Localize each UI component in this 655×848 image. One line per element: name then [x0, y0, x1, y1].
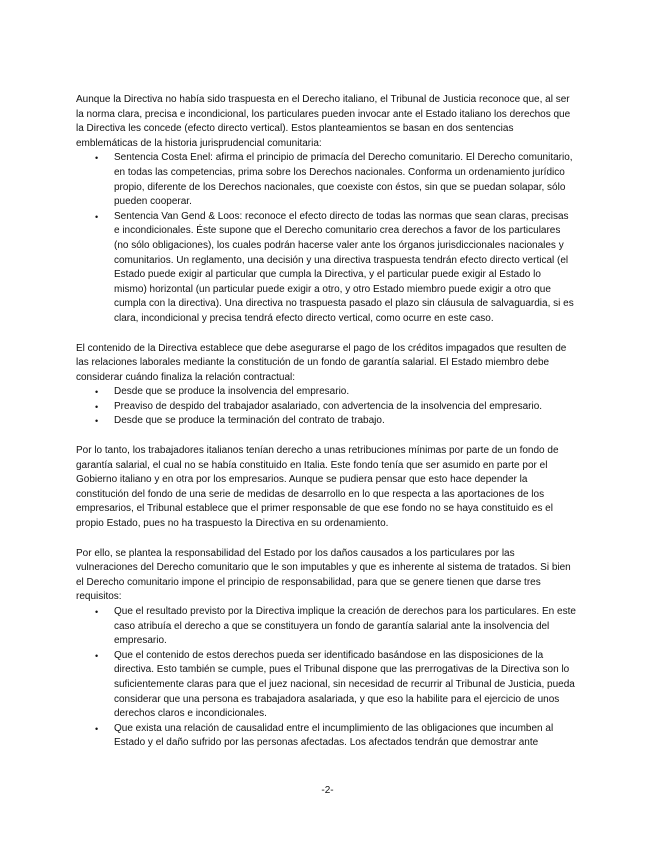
- list-item: [76, 151, 576, 209]
- bullet-list-4: [76, 605, 576, 751]
- paragraph-gap: [76, 532, 576, 547]
- list-item-text: Que el contenido de estos derechos pueda ser identificado basándose en las disposiciones de la directiva. Esto también se cumple, pues el Tribunal dispone que las prerrogativas de la Directiva son lo suficientemente claras para que el juez nacional, sin necesidad de recurrir al Tribunal de Justicia, pueda considerar que una persona es trabajadora asalariada, y que eso la habilite para el ejercicio de unos derechos claros e incondicionales.: [114, 649, 575, 720]
- paragraph-3: Por lo tanto, los trabajadores italianos tenían derecho a unas retribuciones mínimas por parte de un fondo de garantía salarial, el cual no se había constituido en Italia. Este fondo tenía que ser asumido en parte por el Gobierno italiano y en otra por los empresarios. Aunque se pudiera pensar que esto hace depender la constitución del fondo de una serie de medidas de desarrollo en lo que respecta a las aportaciones de los empresarios, el Tribunal establece que el primer responsable de que ese fondo no se haya constituido es el propio Estado, pues no ha traspuesto la Directiva en su ordenamiento.: [76, 445, 559, 530]
- paragraph-2: El contenido de la Directiva establece que debe asegurarse el pago de los créditos impagados que resulten de las relaciones laborales mediante la constitución de un fondo de garantía salarial. El Estado miembro debe considerar cuándo finaliza la relación contractual:: [76, 342, 567, 383]
- list-item: [76, 210, 576, 327]
- bullet-icon: •: [95, 723, 99, 734]
- bullet-icon: •: [95, 211, 99, 222]
- list-item-text: Desde que se produce la insolvencia del empresario.: [114, 386, 350, 398]
- list-item: [76, 414, 576, 429]
- list-item: [76, 605, 576, 649]
- list-item-text: Sentencia Costa Enel: afirma el principio de primacía del Derecho comunitario. El Derecho comunitario, en todas las competencias, prima sobre los Derechos nacionales. Conforma un ordenamiento jurídico propio, diferente de los Derechos nacionales, que coexiste con éstos, sin que se puedan solapar, sólo pueden cooperar.: [114, 152, 573, 208]
- list-item-text: Que el resultado previsto por la Directiva implique la creación de derechos para los particulares. En este caso atribuía el derecho a que se constituyera un fondo de garantía salarial ante la insolvencia del empresario.: [114, 606, 576, 647]
- list-item: [76, 385, 576, 400]
- bullet-icon: •: [95, 607, 99, 617]
- bullet-icon: •: [95, 416, 99, 427]
- list-item: [76, 649, 576, 722]
- paragraph-gap: [76, 327, 576, 342]
- page-number: -2-: [321, 785, 334, 796]
- document-body: [76, 93, 576, 751]
- bullet-icon: •: [95, 650, 99, 661]
- bullet-icon: •: [95, 153, 99, 164]
- list-item-text: Que exista una relación de causalidad entre el incumplimiento de las obligaciones que incumben al Estado y el daño sufrido por las personas afectadas. Los afectados tendrán que demostrar ante: [114, 722, 554, 749]
- list-item: [76, 400, 576, 415]
- paragraph-gap: [76, 429, 576, 444]
- list-item-text: Desde que se produce la terminación del contrato de trabajo.: [114, 415, 385, 427]
- list-item-text: Preaviso de despido del trabajador asalariado, con advertencia de la insolvencia del empresario.: [114, 400, 543, 412]
- bullet-icon: •: [95, 401, 99, 412]
- paragraph-1: Aunque la Directiva no había sido traspuesta en el Derecho italiano, el Tribunal de Justicia reconoce que, al ser la norma clara, precisa e incondicional, los particulares pueden invocar ante el Estado italiano los derechos que la Directiva les concede (efecto directo vertical). Estos planteamientos se basan en dos sentencias emblemáticas de la historia jurisprudencial comunitaria:: [76, 94, 571, 149]
- bullet-list-2: [76, 385, 576, 429]
- paragraph-4: Por ello, se plantea la responsabilidad del Estado por los daños causados a los particulares por las vulneraciones del Derecho comunitario que le son imputables y que es inherente al sistema de tratados. Si bien el Derecho comunitario impone el principio de responsabilidad, para que se genere tienen que darse tres requisitos:: [76, 547, 571, 603]
- list-item-text: Sentencia Van Gend & Loos: reconoce el efecto directo de todas las normas que sean claras, precisas e incondicionales. Éste supone que el Derecho comunitario crea derechos a favor de los particulares (no sólo obligaciones), los cuales podrán hacerse valer ante los órganos jurisdiccionales nacionales y comunitarios. Un reglamento, una decisión y una directiva traspuesta tendrán efecto directo vertical (el Estado puede exigir al particular que cumpla la Directiva, y el particular puede exigir al Estado lo mismo) horizontal (un particular puede exigir a otro, y otro Estado miembro puede exigir a otro que cumpla con la directiva). Una directiva no traspuesta pasado el plazo sin cláusula de salvaguardia, si es clara, incondicional y precisa tendrá efecto directo vertical, como ocurre en este caso.: [114, 210, 574, 324]
- bullet-icon: •: [95, 387, 99, 398]
- bullet-list-1: [76, 151, 576, 326]
- list-item: [76, 722, 576, 751]
